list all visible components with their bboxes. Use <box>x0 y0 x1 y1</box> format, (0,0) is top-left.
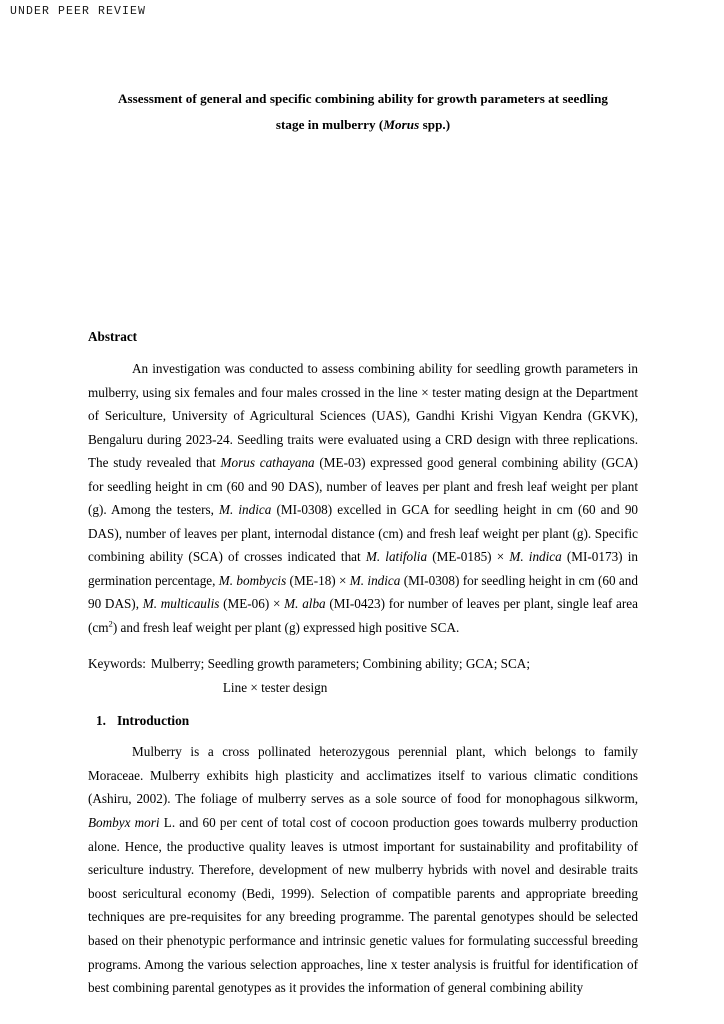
keywords-label: Keywords: <box>88 656 146 672</box>
abstract-italic-2: M. indica <box>219 502 272 518</box>
abstract-seg-5: (MI-0173) in germination percentage, <box>88 549 638 588</box>
abstract-seg-1: An investigation was conducted to assess combining ability for seedling growth parameters in mulberry, using six females and four males crossed in the line × tester mating design at the Department of Sericulture, University of Agricultural Sciences (UAS), Gandhi Krishi Vigyan Kendra (GKVK), Bengaluru during 2023-24. Seedling traits were evaluated using a CRD design with three replications. The study revealed that <box>88 361 638 471</box>
abstract-paragraph <box>88 357 638 639</box>
abstract-italic-8: M. alba <box>284 596 326 612</box>
section-number: 1. <box>96 713 106 729</box>
abstract-seg-8: (ME-06) × <box>219 596 285 612</box>
abstract-italic-4: M. indica <box>509 549 562 565</box>
intro-seg-1: Mulberry is a cross pollinated heterozygous perennial plant, which belongs to family Moraceae. Mulberry exhibits high plasticity and acclimatizes itself to various climatic conditions (Ashiru, 2002). The foliage of mulberry serves as a sole source of food for monophagous silkworm, <box>88 744 638 807</box>
abstract-seg-6: (ME-18) × <box>286 572 350 588</box>
abstract-seg-3: (MI-0308) excelled in GCA for seedling height in cm (60 and 90 DAS), number of leaves per plant, internodal distance (cm) and fresh leaf weight per plant (g). Specific combining ability (SCA) of crosses indicated that <box>88 502 639 565</box>
abstract-italic-3: M. latifolia <box>365 549 428 565</box>
paper-title-line2-suffix: spp.) <box>419 116 451 132</box>
abstract-seg-9: (MI-0423) for number of leaves per plant, single leaf area (cm <box>88 596 638 635</box>
peer-review-watermark: UNDER PEER REVIEW <box>10 5 147 18</box>
keywords-line2: Line × tester design <box>222 679 328 695</box>
document-content <box>88 0 638 1000</box>
keywords-block <box>88 652 638 699</box>
section-title: Introduction <box>116 713 190 729</box>
superscript-two: 2 <box>108 618 113 629</box>
intro-seg-2: L. and 60 per cent of total cost of cocoon production goes towards mulberry production alone. Hence, the productive quality leaves is utmost important for sustainability and profitability of sericulture industry. Therefore, development of new mulberry hybrids with novel and desirable traits boost sericultural economy (Bedi, 1999). Selection of compatible parents and appropriate breeding techniques are pre-requisites for any breeding programme. The parental genotypes should be selected based on their phenotypic performance and intrinsic genetic values for formulating successful breeding programs. Among the various selection approaches, line x tester analysis is fruitful for identification of best combining parental genotypes as it provides the information of general combining ability <box>88 814 638 996</box>
introduction-heading <box>88 713 638 729</box>
abstract-seg-7: (MI-0308) for seedling height in cm (60 and 90 DAS), <box>88 572 638 612</box>
genus-name: Morus <box>383 116 420 132</box>
abstract-seg-2: (ME-03) expressed good general combining ability (GCA) for seedling height in cm (60 and 90 DAS), number of leaves per plant and fresh leaf weight per plant (g). Among the testers, <box>88 455 638 518</box>
abstract-italic-1: Morus cathayana <box>220 455 315 471</box>
abstract-heading: Abstract <box>88 329 138 345</box>
abstract-seg-4: (ME-0185) × <box>427 549 510 565</box>
keywords-line1: Mulberry; Seedling growth parameters; Combining ability; GCA; SCA; <box>150 656 530 672</box>
abstract-italic-6: M. indica <box>349 572 401 588</box>
paper-title-line1: Assessment of general and specific combining ability for growth parameters at seedling <box>117 91 609 106</box>
paper-title <box>88 86 638 137</box>
keywords-values <box>151 652 638 699</box>
introduction-paragraph <box>88 740 638 1000</box>
paper-title-line2-prefix: stage in mulberry ( <box>275 116 384 132</box>
abstract-italic-7: M. multicaulis <box>142 596 220 612</box>
intro-italic-1: Bombyx mori <box>88 814 160 830</box>
abstract-seg-10: ) and fresh leaf weight per plant (g) expressed high positive SCA. <box>112 619 460 635</box>
abstract-italic-5: M. bombycis <box>218 572 287 588</box>
